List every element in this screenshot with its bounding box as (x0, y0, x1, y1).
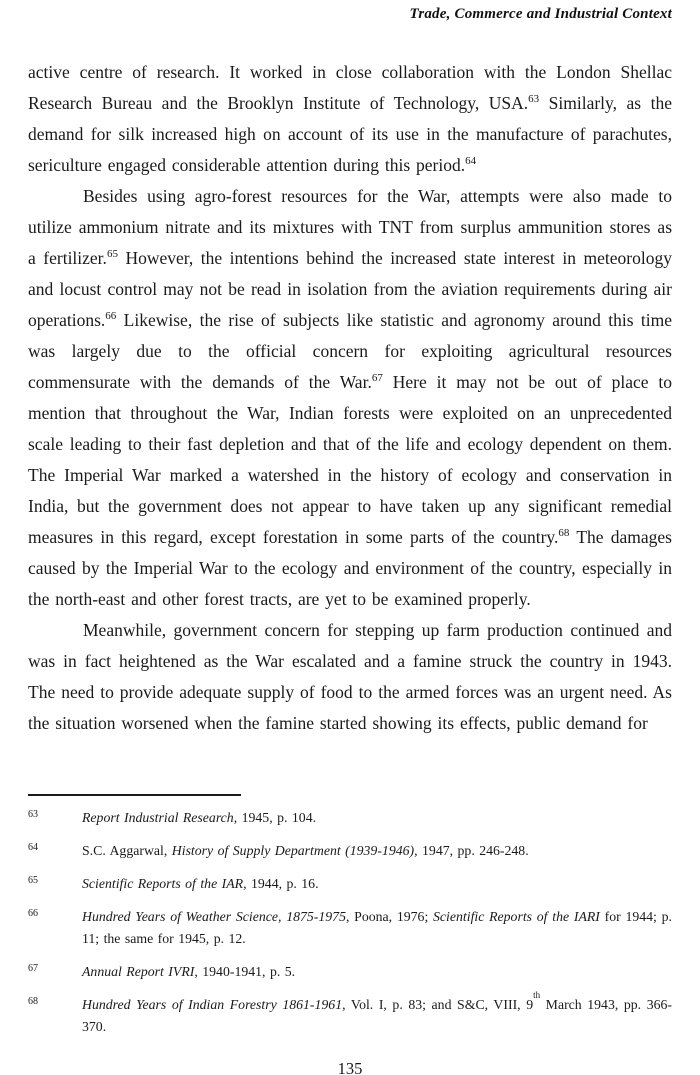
italic-text-segment: Hundred Years of Weather Science, 1875-1975 (82, 909, 346, 924)
text-segment: Likewise, the rise of subjects like statistic and agronomy around this time was largely due to the official concern for exploiting agricultural resources commensurate with the demands of the War. (28, 310, 672, 392)
footnote-text (82, 873, 672, 895)
footnote (28, 873, 672, 895)
footnote-text (82, 961, 672, 983)
italic-text-segment: Hundred Years of Indian Forestry 1861-1961 (82, 997, 343, 1012)
text-segment: However, the intentions behind the increased state interest in meteorology and locust control may not be read in isolation from the aviation requirements during air operations. (28, 248, 672, 330)
text-segment: Meanwhile, government concern for stepping up farm production continued and was in fact heightened as the War escalated and a famine struck the country in 1943. The need to provide adequate supply of food to the armed forces was an urgent need. As the situation worsened when the famine started showing its effects, public demand for (28, 620, 672, 733)
footnote-text (82, 840, 672, 862)
footnote (28, 807, 672, 829)
footnote-reference: 65 (106, 248, 118, 260)
text-segment: , Poona, 1976; (345, 909, 434, 924)
footnote-reference: 67 (371, 372, 383, 384)
italic-text-segment: Annual Report IVRI (82, 964, 195, 979)
italic-text-segment: History of Supply Department (1939-1946) (171, 843, 415, 858)
text-segment: active centre of research. It worked in close collaboration with the London Shellac Research Bureau and the Brooklyn Institute of Technology, USA. (28, 62, 672, 113)
footnote-reference: 64 (465, 155, 477, 167)
italic-text-segment: Scientific Reports of the IARI (433, 909, 600, 924)
footnote-text (82, 807, 672, 829)
body-text (28, 57, 672, 739)
page-number: 135 (337, 1059, 363, 1075)
paragraph (28, 57, 672, 181)
text-segment: S.C. Aggarwal, (82, 843, 172, 858)
footnote-number: 65 (28, 875, 38, 886)
text-segment: Besides using agro-forest resources for the War, attempts were also made to utilize ammonium nitrate and its mixtures with TNT from surplus ammunition stores as a fertilizer. (28, 186, 672, 268)
text-segment: , 1945, p. 104. (233, 810, 317, 825)
footnote (28, 906, 672, 950)
italic-text-segment: Scientific Reports of the IAR, (82, 876, 247, 891)
footnote-number: 66 (28, 908, 38, 919)
text-segment: March 1943, pp. 366-370. (82, 997, 672, 1034)
italic-text-segment: Report Industrial Research (82, 810, 234, 825)
paragraph (28, 181, 672, 615)
footnote-area (28, 794, 672, 1049)
text-segment: , 1940-1941, p. 5. (194, 964, 296, 979)
footnote (28, 990, 672, 1038)
text-segment: 1944, p. 16. (246, 876, 319, 891)
text-segment: Similarly, as the demand for silk increased high on account of its use in the manufacture of parachutes, sericulture engaged considerable attention during this period. (28, 93, 672, 175)
footnote-number: 67 (28, 963, 38, 974)
text-segment: The damages caused by the Imperial War to the ecology and environment of the country, especially in the north-east and other forest tracts, are yet to be examined properly. (28, 527, 672, 609)
footnote-list (28, 807, 672, 1038)
paragraph (28, 615, 672, 739)
footnote-number: 63 (28, 809, 38, 820)
footnote-text (82, 906, 672, 950)
running-header: Trade, Commerce and Industrial Context (409, 6, 672, 22)
footnote (28, 840, 672, 862)
text-segment: for 1944; p. 11; the same for 1945, p. 12. (82, 909, 672, 946)
text-segment: , 1947, pp. 246-248. (414, 843, 529, 858)
footnote-reference: th (533, 990, 541, 1001)
text-segment: Here it may not be out of place to mention that throughout the War, Indian forests were exploited on an unprecedented scale leading to their fast depletion and that of the life and ecology dependent on them. The Imperial War marked a watershed in the history of ecology and conservation in India, but the government does not appear to have taken up any significant remedial measures in this regard, except forestation in some parts of the country. (28, 372, 672, 547)
footnote-number: 64 (28, 842, 38, 853)
footnote-reference: 68 (558, 527, 570, 539)
footnote (28, 961, 672, 983)
footnote-reference: 66 (105, 310, 117, 322)
footnote-number: 68 (28, 996, 38, 1007)
footnote-separator-rule (28, 794, 241, 796)
footnote-text (82, 990, 672, 1038)
footnote-reference: 63 (528, 93, 540, 105)
text-segment: , Vol. I, p. 83; and S&C, VIII, 9 (342, 997, 534, 1012)
